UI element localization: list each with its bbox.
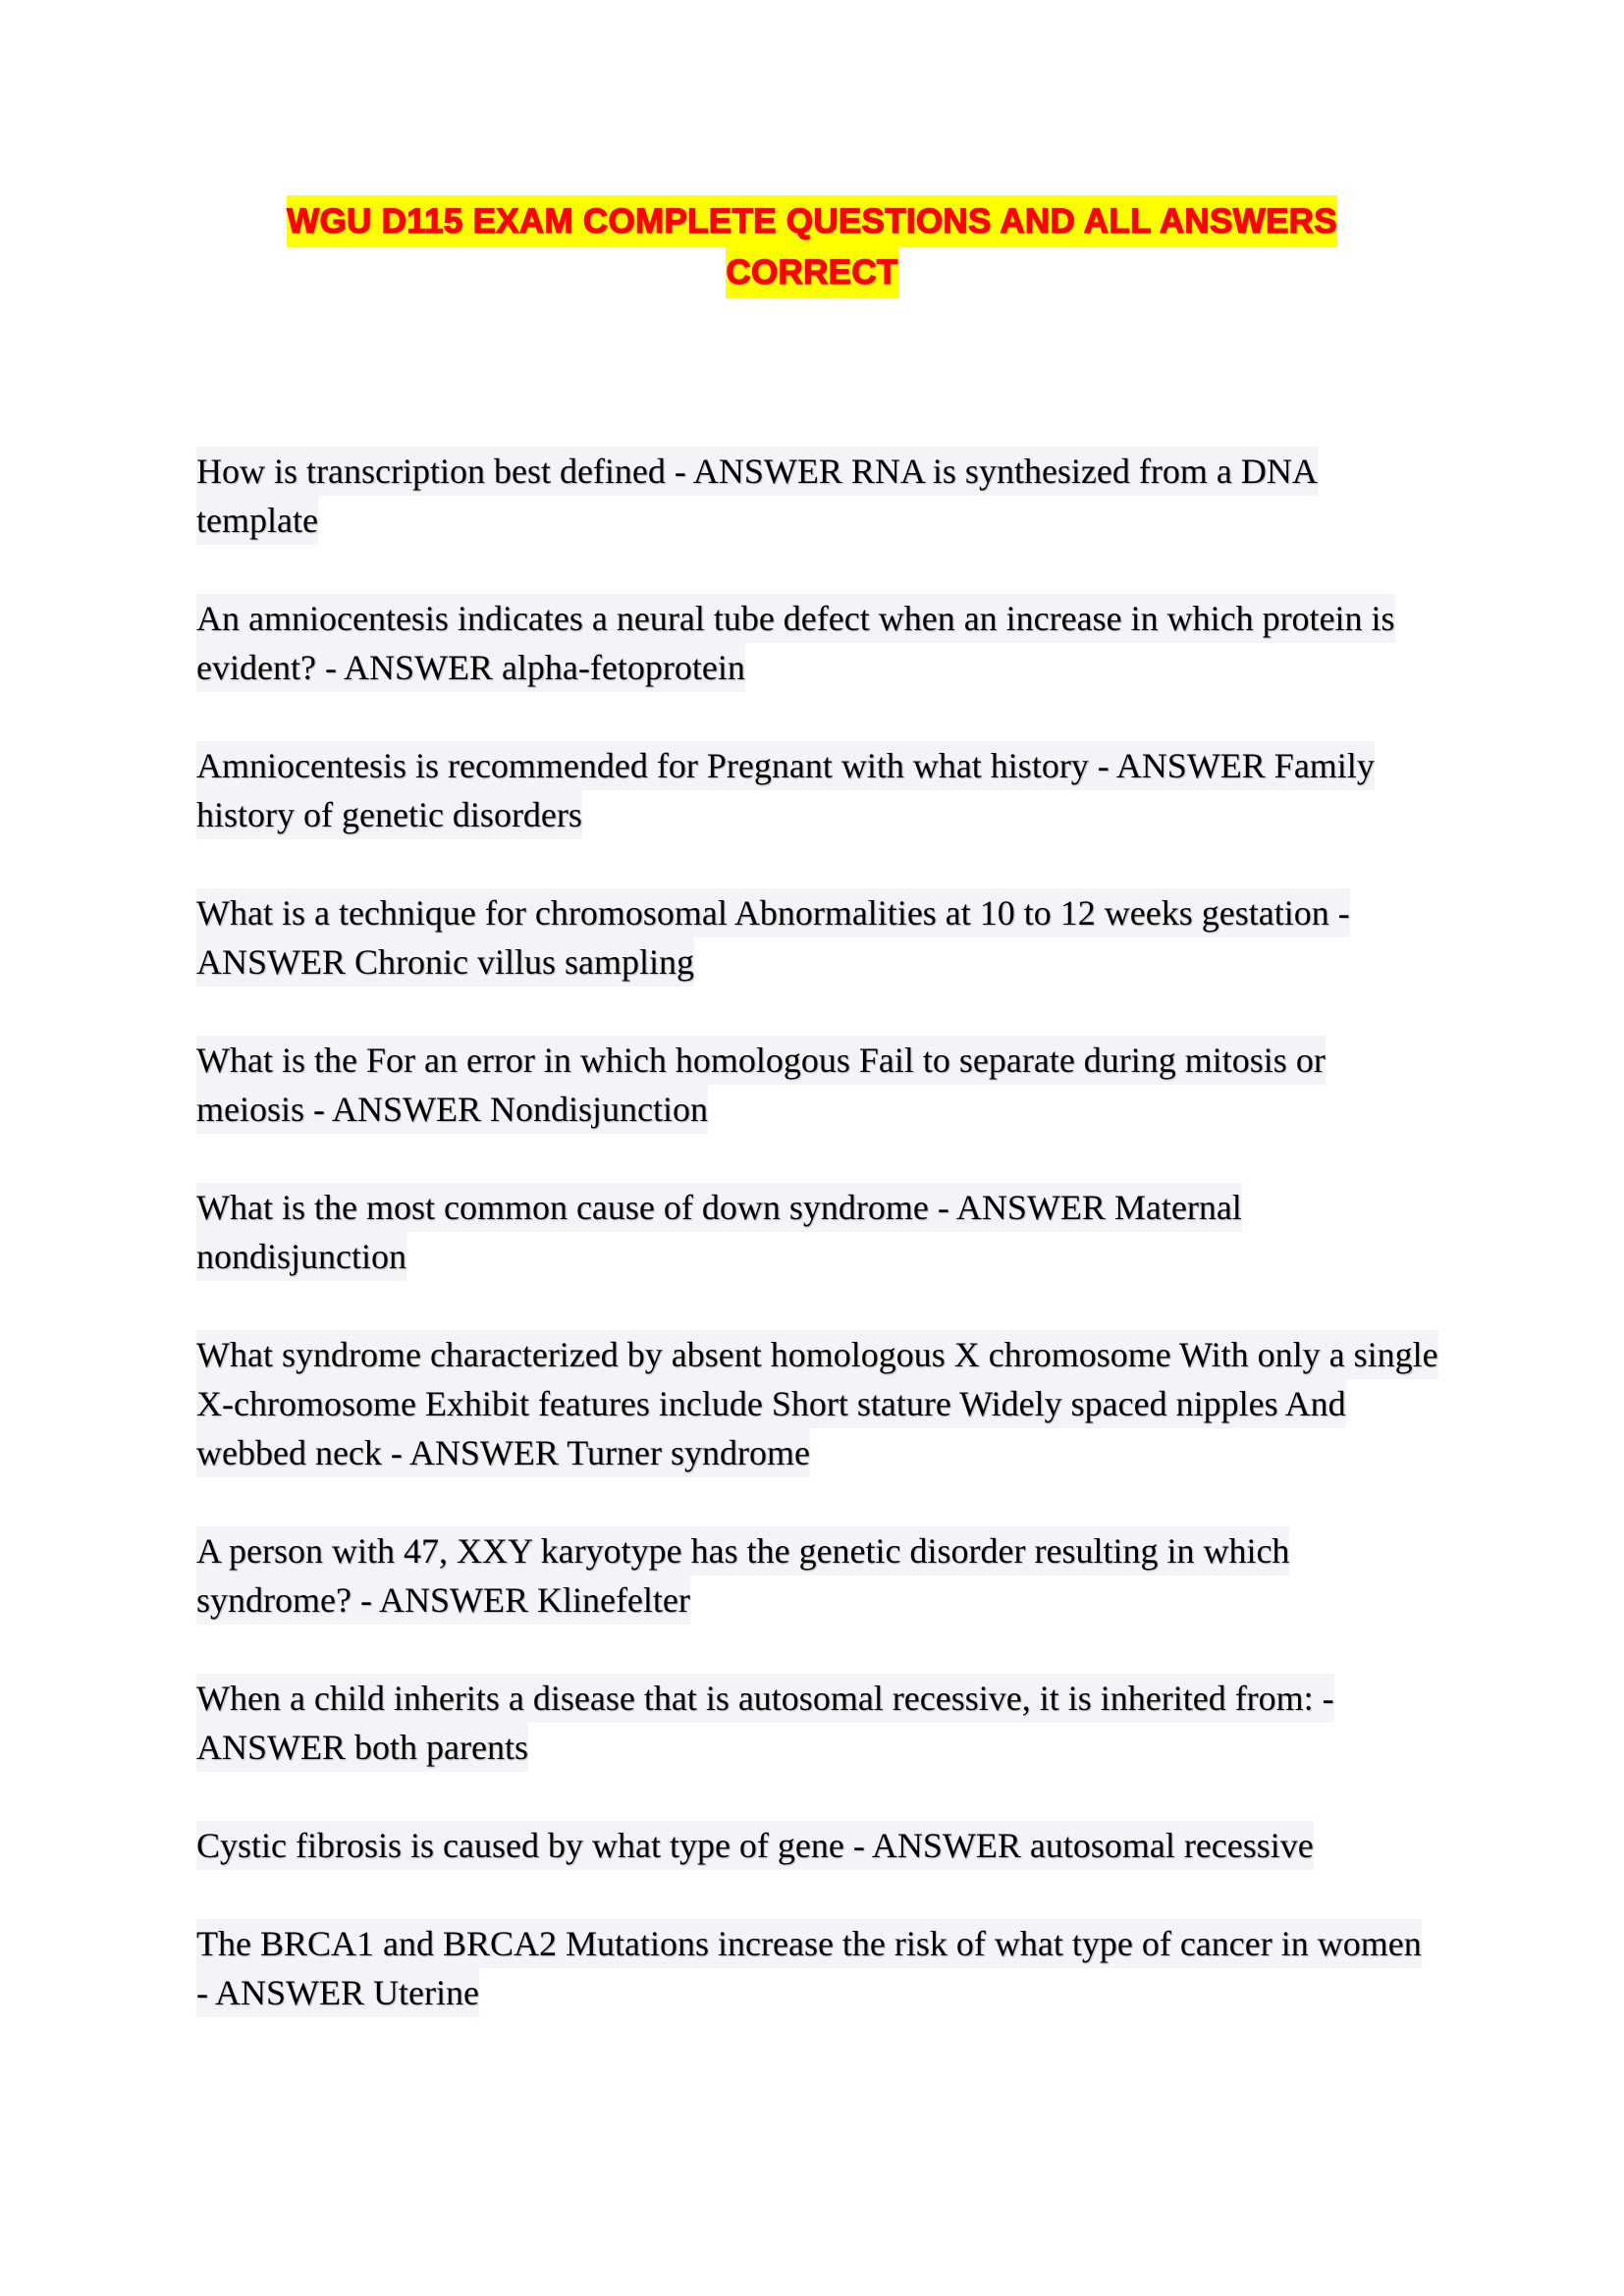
qa-item-5 — [196, 1036, 1441, 1134]
question-answer-list — [196, 447, 1441, 2066]
qa-item-3 — [196, 741, 1441, 839]
qa-text: The BRCA1 and BRCA2 Mutations increase the risk of what type of cancer in women - ANSWER Uterine — [196, 1919, 1422, 2017]
qa-text: What is the most common cause of down syndrome - ANSWER Maternal nondisjunction — [196, 1183, 1242, 1281]
qa-item-2 — [196, 594, 1441, 692]
qa-text: What syndrome characterized by absent homologous X chromosome With only a single X-chromosome Exhibit features include Short stature Widely spaced nipples And webbed neck - ANSWER Turner syndrome — [196, 1330, 1438, 1477]
qa-item-11 — [196, 1919, 1441, 2017]
qa-text: An amniocentesis indicates a neural tube defect when an increase in which protein is evident? - ANSWER alpha-fetoprotein — [196, 594, 1395, 692]
qa-item-4 — [196, 888, 1441, 987]
qa-item-10 — [196, 1821, 1441, 1870]
document-title — [0, 196, 1624, 298]
qa-text: Cystic fibrosis is caused by what type of gene - ANSWER autosomal recessive — [196, 1821, 1314, 1870]
qa-text: Amniocentesis is recommended for Pregnant with what history - ANSWER Family history of genetic disorders — [196, 741, 1375, 839]
title-line-1-container — [0, 196, 1624, 247]
qa-item-1 — [196, 447, 1441, 545]
title-line-1: WGU D115 EXAM COMPLETE QUESTIONS AND ALL ANSWERS — [287, 195, 1337, 247]
qa-text: How is transcription best defined - ANSWER RNA is synthesized from a DNA template — [196, 447, 1318, 545]
qa-text: What is the For an error in which homologous Fail to separate during mitosis or meiosis - ANSWER Nondisjunction — [196, 1036, 1326, 1134]
qa-item-8 — [196, 1526, 1441, 1625]
qa-item-6 — [196, 1183, 1441, 1281]
qa-item-7 — [196, 1330, 1441, 1477]
title-line-2-container — [0, 247, 1624, 298]
qa-text: When a child inherits a disease that is autosomal recessive, it is inherited from: - ANSWER both parents — [196, 1674, 1334, 1772]
qa-text: What is a technique for chromosomal Abnormalities at 10 to 12 weeks gestation - ANSWER Chronic villus sampling — [196, 888, 1350, 987]
qa-text: A person with 47, XXY karyotype has the genetic disorder resulting in which syndrome? - ANSWER Klinefelter — [196, 1526, 1289, 1625]
title-line-2: CORRECT — [726, 246, 897, 298]
qa-item-9 — [196, 1674, 1441, 1772]
